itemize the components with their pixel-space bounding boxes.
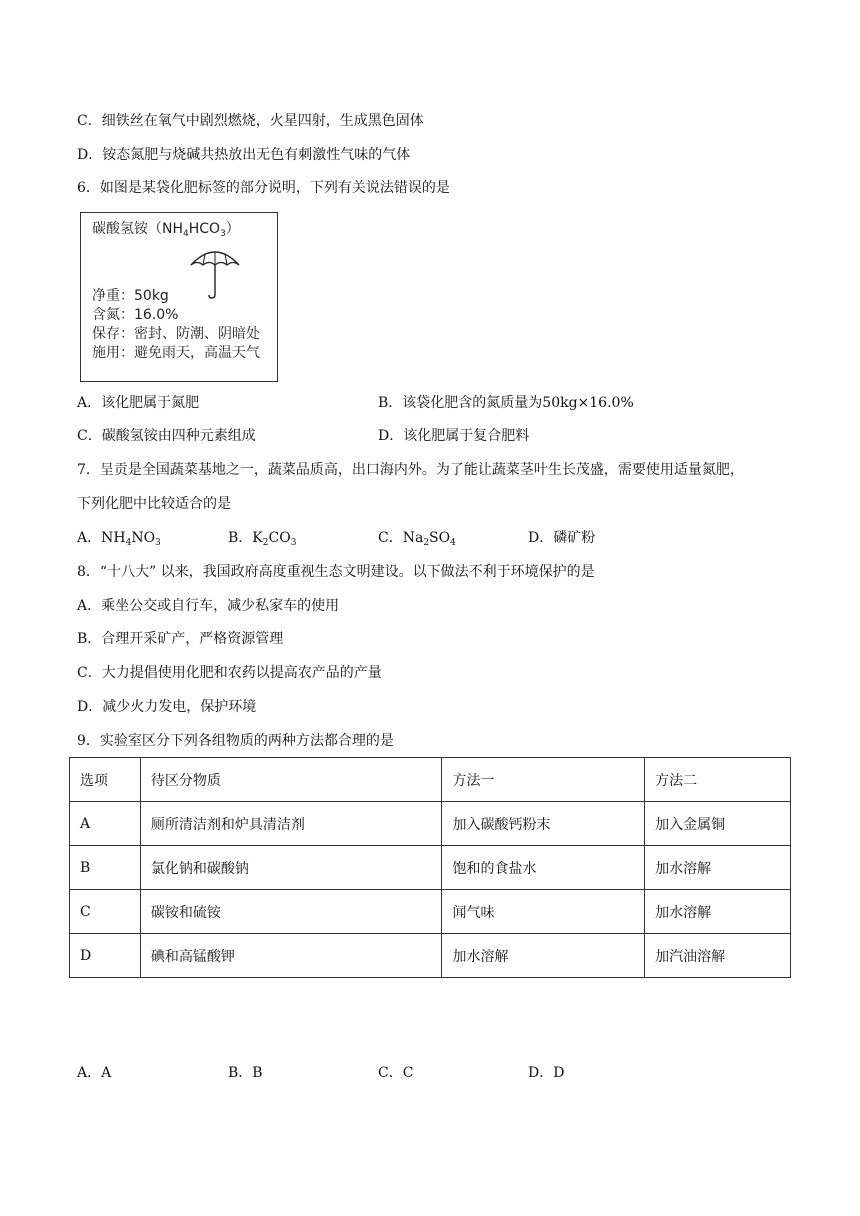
q7-option-c: C．$Na_2SO_4$ bbox=[378, 530, 456, 548]
q6-stem: 6．如图是某袋化肥标签的部分说明，下列有关说法错误的是 bbox=[77, 180, 450, 196]
table-cell: 加水溶解 bbox=[645, 890, 791, 934]
table-cell: 加入碳酸钙粉末 bbox=[442, 802, 645, 846]
q9-option-c: C．C bbox=[378, 1065, 414, 1081]
q8-option-c: C．大力提倡使用化肥和农药以提高农产品的产量 bbox=[77, 665, 382, 681]
table-cell: 厕所清洁剂和炉具清洁剂 bbox=[140, 802, 442, 846]
fertilizer-label bbox=[80, 212, 278, 382]
table-cell: B bbox=[70, 846, 141, 890]
table-cell: 饱和的食盐水 bbox=[442, 846, 645, 890]
label-nitrogen-content: 含氮：16.0% bbox=[92, 307, 179, 323]
table-cell: 碳铵和硫铵 bbox=[140, 890, 442, 934]
q5-option-c: C．细铁丝在氧气中剧烈燃烧，火星四射，生成黑色固体 bbox=[77, 113, 424, 129]
header-cell: 方法一 bbox=[442, 758, 645, 802]
table-cell: 碘和高锰酸钾 bbox=[140, 934, 442, 978]
q9-table bbox=[69, 757, 791, 978]
table-cell: A bbox=[70, 802, 141, 846]
table-cell: 氯化钠和碳酸钠 bbox=[140, 846, 442, 890]
q7-stem-line2: 下列化肥中比较适合的是 bbox=[77, 496, 231, 512]
q5-option-d: D．铵态氮肥与烧碱共热放出无色有刺激性气味的气体 bbox=[77, 147, 411, 163]
q8-option-b: B．合理开采矿产，严格资源管理 bbox=[77, 631, 284, 647]
header-cell: 方法二 bbox=[645, 758, 791, 802]
q6-option-b: B．该袋化肥含的氮质量为50kg×16.0% bbox=[378, 395, 634, 411]
q8-option-a: A．乘坐公交或自行车，减少私家车的使用 bbox=[77, 598, 340, 614]
table-row bbox=[70, 934, 791, 978]
q6-option-d: D．该化肥属于复合肥料 bbox=[378, 428, 530, 444]
q7-stem-line1: 7．呈贡是全国蔬菜基地之一，蔬菜品质高，出口海内外。为了能让蔬菜茎叶生长茂盛，需要使用适量氮肥， bbox=[77, 462, 744, 478]
label-product-name: 碳酸氢铵$(NH_4HCO_3)$ bbox=[92, 221, 240, 239]
header-cell: 选项 bbox=[70, 758, 141, 802]
q9-option-d: D．D bbox=[528, 1065, 565, 1081]
table-header-row bbox=[70, 758, 791, 802]
table-row bbox=[70, 802, 791, 846]
q7-option-a: A．$NH_4NO_3$ bbox=[77, 530, 161, 548]
table-cell: 加水溶解 bbox=[442, 934, 645, 978]
q8-stem: 8．“十八大” 以来，我国政府高度重视生态文明建设。以下做法不利于环境保护的是 bbox=[77, 564, 595, 580]
label-net-weight: 净重：50kg bbox=[92, 288, 169, 304]
q9-option-a: A．A bbox=[77, 1065, 112, 1081]
q6-option-c: C．碳酸氢铵由四种元素组成 bbox=[77, 428, 256, 444]
q6-option-a: A．该化肥属于氮肥 bbox=[77, 395, 200, 411]
table-cell: C bbox=[70, 890, 141, 934]
label-storage: 保存：密封、防潮、阴暗处 bbox=[92, 326, 260, 342]
q9-option-b: B．B bbox=[228, 1065, 263, 1081]
label-usage: 施用：避免雨天，高温天气 bbox=[92, 345, 260, 361]
q7-option-b: B．$K_2CO_3$ bbox=[228, 530, 297, 548]
table-cell: 加汽油溶解 bbox=[645, 934, 791, 978]
umbrella-icon bbox=[189, 243, 241, 299]
table-cell: 加入金属铜 bbox=[645, 802, 791, 846]
table-cell: 加水溶解 bbox=[645, 846, 791, 890]
q7-option-d: D．磷矿粉 bbox=[528, 530, 596, 546]
table-cell: D bbox=[70, 934, 141, 978]
q8-option-d: D．减少火力发电，保护环境 bbox=[77, 699, 257, 715]
header-cell: 待区分物质 bbox=[140, 758, 442, 802]
table-row bbox=[70, 846, 791, 890]
table-row bbox=[70, 890, 791, 934]
q9-stem: 9．实验室区分下列各组物质的两种方法都合理的是 bbox=[77, 733, 394, 749]
table-cell: 闻气味 bbox=[442, 890, 645, 934]
